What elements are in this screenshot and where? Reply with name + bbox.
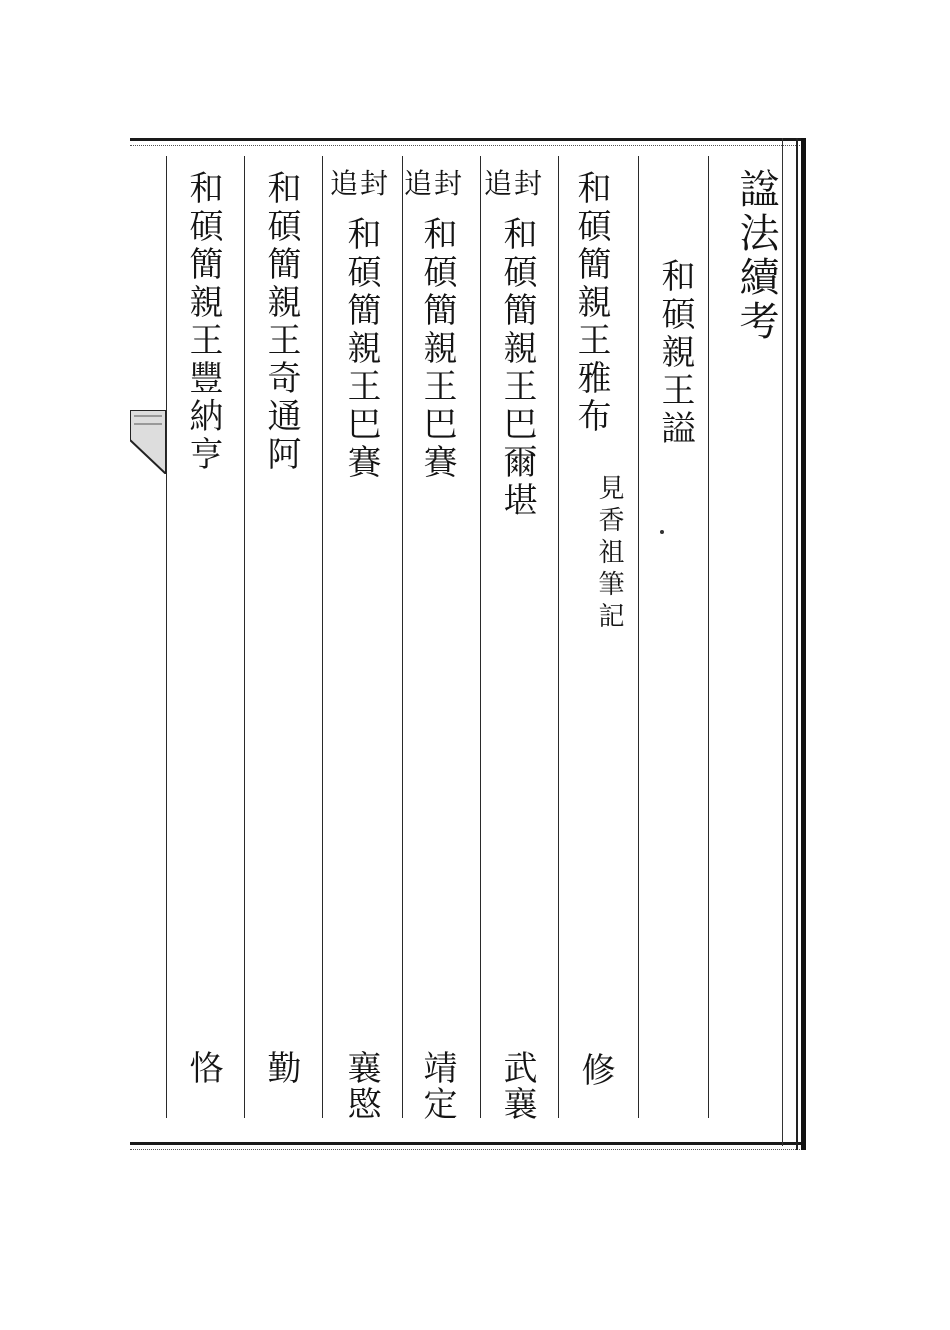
posthumous-title: 武襄 xyxy=(497,1050,537,1122)
column-divider xyxy=(402,156,403,1118)
right-border xyxy=(796,138,806,1150)
entry-name: 和碩簡親王巴賽 xyxy=(341,216,381,482)
entry-prefix: 追封 xyxy=(330,167,391,200)
column-divider xyxy=(166,156,167,1118)
book-title: 諡法續考 xyxy=(733,168,779,344)
column-divider xyxy=(244,156,245,1118)
posthumous-title: 修 xyxy=(575,1052,615,1088)
column-divider xyxy=(480,156,481,1118)
entry-name: 和碩簡親王奇通阿 xyxy=(261,170,301,474)
bottom-border xyxy=(130,1142,806,1145)
posthumous-title: 恪 xyxy=(183,1050,223,1086)
fish-tail-mark xyxy=(130,410,166,474)
entry-prefix: 追封 xyxy=(404,167,465,200)
posthumous-title: 襄愍 xyxy=(341,1050,381,1122)
entry-name: 和碩簡親王雅布 xyxy=(571,170,611,436)
top-border xyxy=(130,138,806,141)
section-heading: 和碩親王謚 xyxy=(655,258,695,448)
column-divider xyxy=(322,156,323,1118)
entry-name: 和碩簡親王巴賽 xyxy=(417,216,457,482)
column-divider xyxy=(558,156,559,1118)
entry-prefix: 追封 xyxy=(484,167,545,200)
page-frame xyxy=(130,138,806,1150)
punctuation-dot xyxy=(660,530,664,534)
column-divider xyxy=(708,156,709,1118)
posthumous-title: 勤 xyxy=(261,1050,301,1086)
entry-note: 見香祖筆記 xyxy=(594,474,624,634)
entry-name: 和碩簡親王豐納亨 xyxy=(183,170,223,474)
entry-name: 和碩簡親王巴爾堪 xyxy=(497,216,537,520)
column-divider xyxy=(638,156,639,1118)
posthumous-title: 靖定 xyxy=(417,1050,457,1122)
title-column-divider xyxy=(782,138,783,1146)
